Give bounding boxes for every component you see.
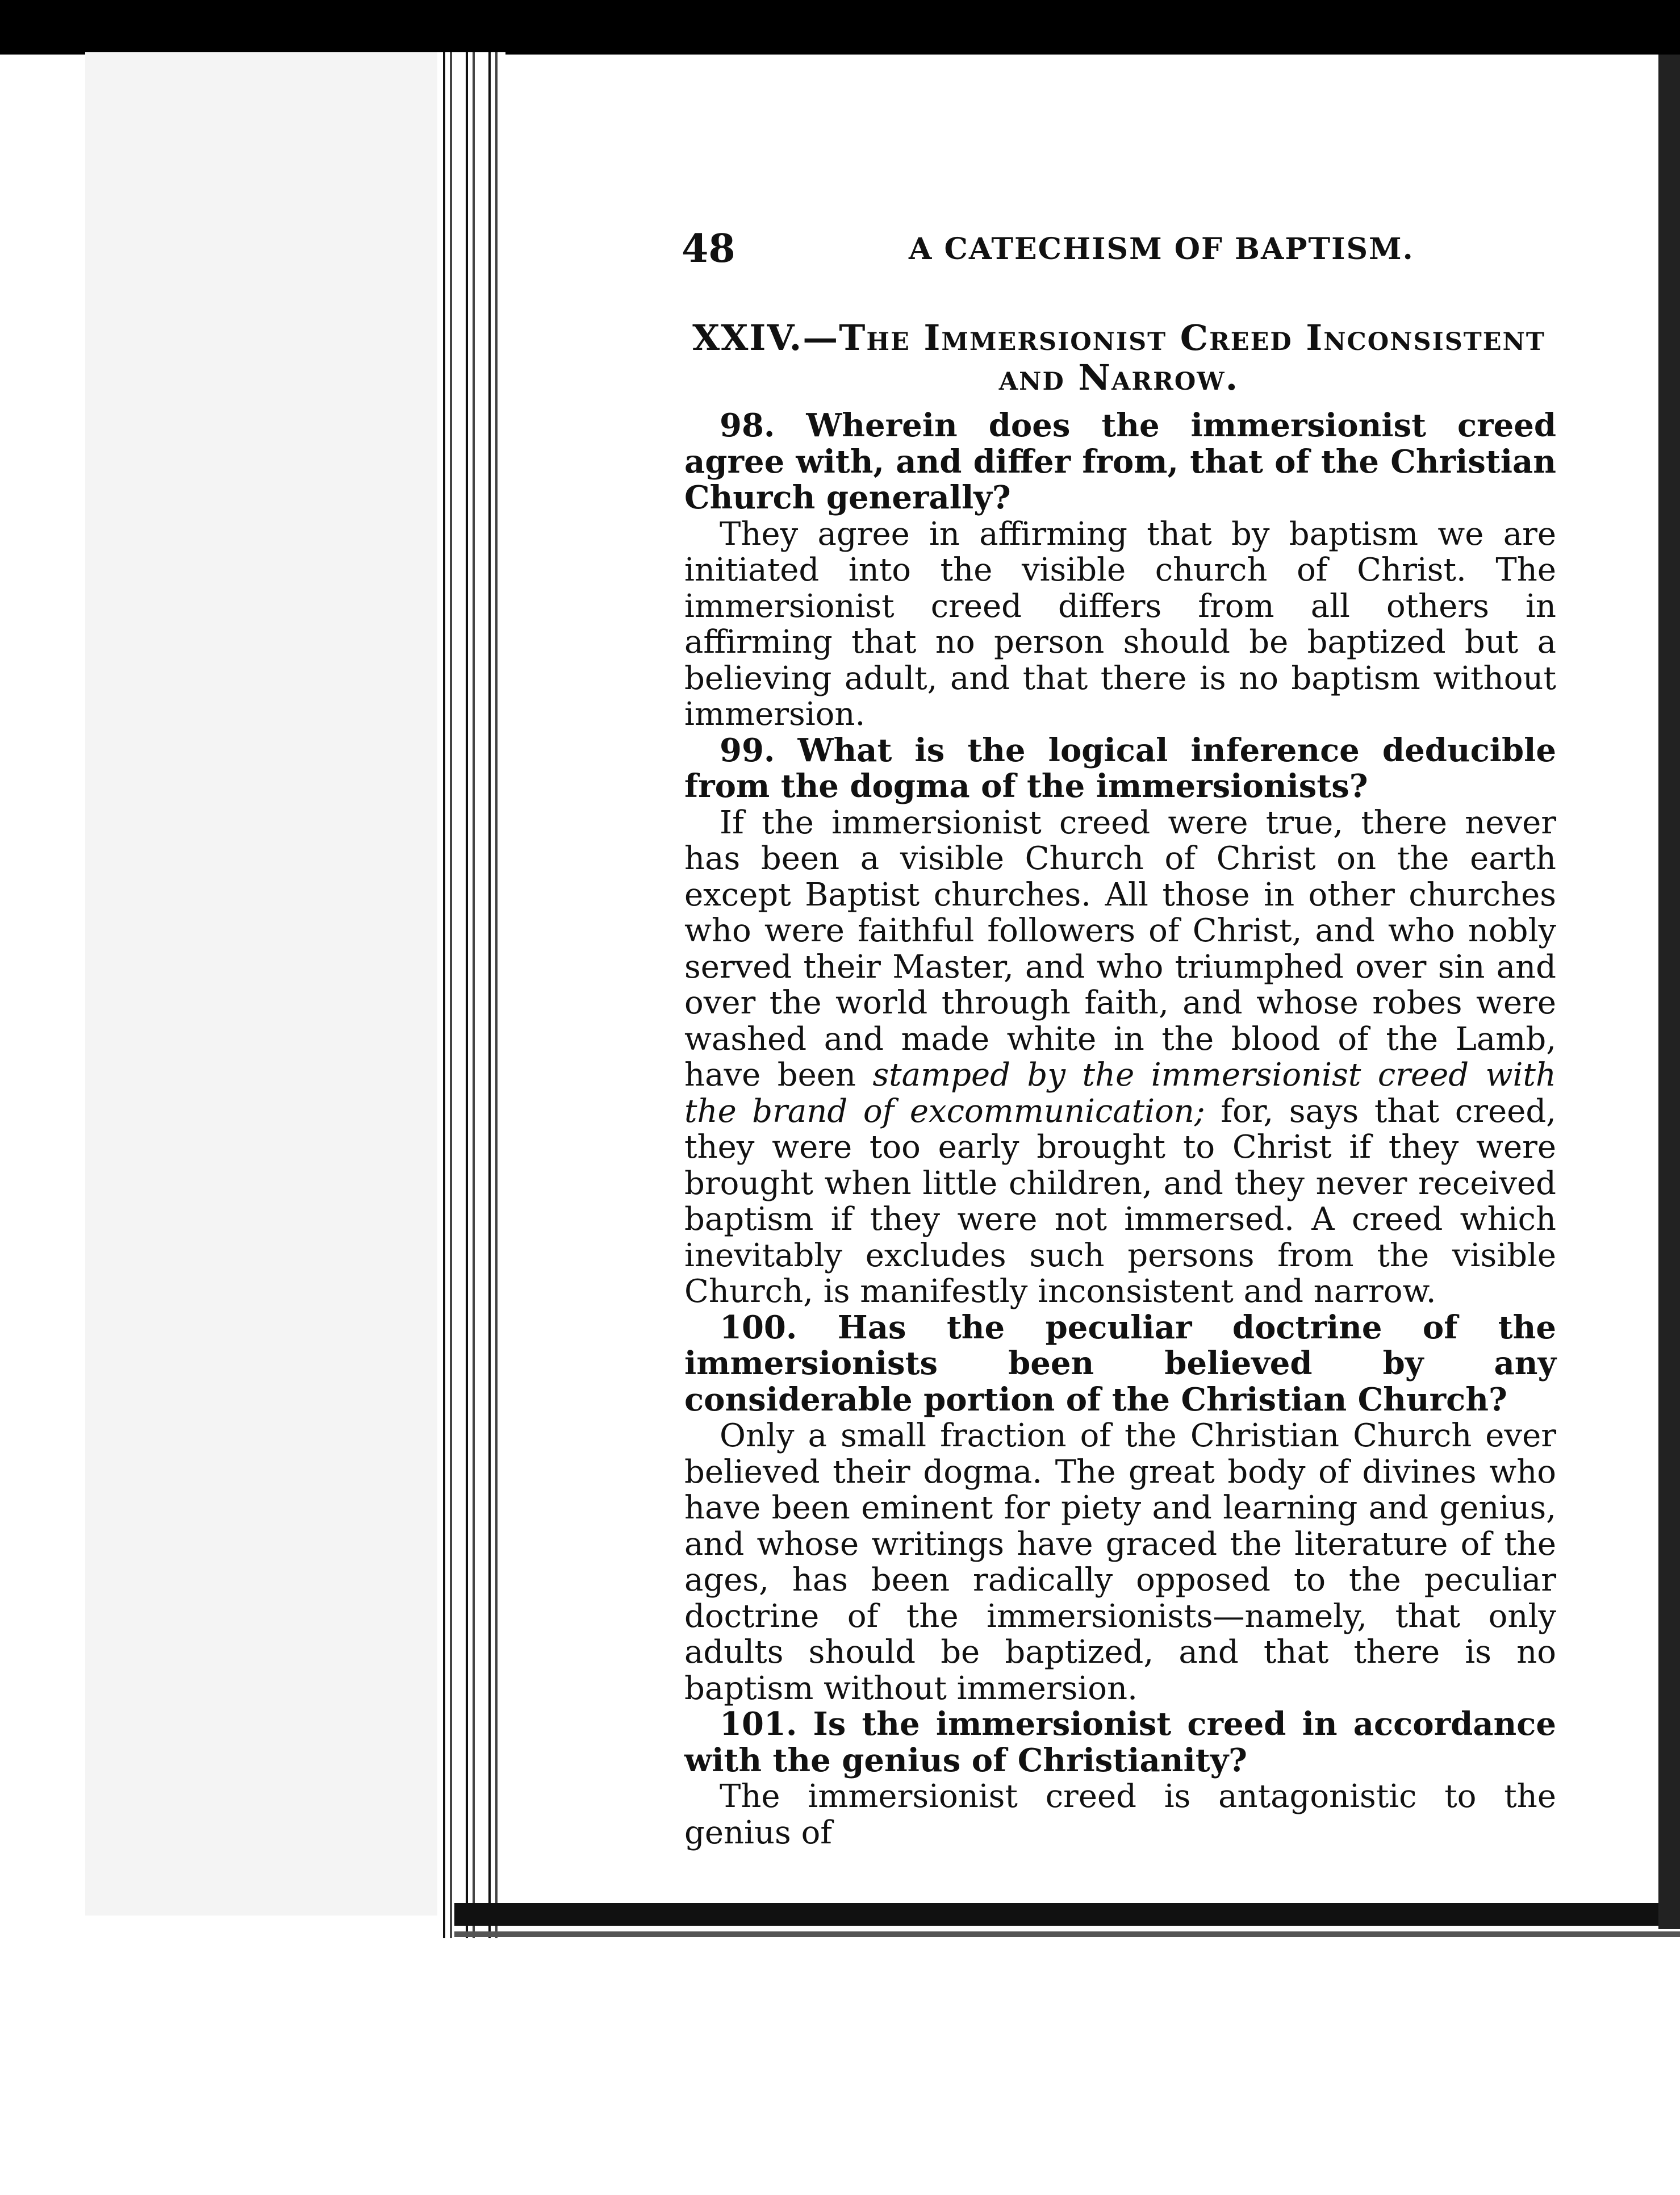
page-bottom-shadow xyxy=(454,1931,1680,1937)
answer-101: The immersionist creed is antagonistic to the genius of xyxy=(684,1778,1556,1851)
question-100: 100. Has the peculiar doctrine of the immersionists been believed by any considerable portion of the Christian Church? xyxy=(684,1308,1556,1418)
question-101: 101. Is the immersionist creed in accordance with the genius of Christianity? xyxy=(684,1705,1556,1779)
book-gutter xyxy=(437,52,505,1938)
answer-99-text-start: If the immersionist creed were true, there never has been a visible Church of Christ on the earth except Baptist churches. All those in other churches who were faithful followers of Christ, and who nobly served their Master, and who triumphed over sin and over the world through faith, and whose robes were washed and made white in the blood of the Lamb, have been xyxy=(684,804,1556,1094)
section-heading: XXIV.—The Immersionist Creed Inconsistent and Narrow. xyxy=(692,317,1545,398)
answer-99-text-end: for, says that creed, they were too early brought to Christ if they were brought when little children, and they never received baptism if they were not immersed. A creed which inevitably excludes such persons from the visible Church, is manifestly inconsistent and narrow. xyxy=(684,1092,1556,1310)
answer-99-emphasis: stamped by the immersionist creed with the brand of excommunication; xyxy=(684,1057,1556,1130)
running-head xyxy=(682,226,1556,272)
question-99: 99. What is the logical inference deducible from the dogma of the immersionists? xyxy=(684,731,1556,805)
facing-page-leaf xyxy=(85,52,454,1916)
answer-99 xyxy=(684,805,1556,1310)
question-98: 98. Wherein does the immersionist creed agree with, and differ from, that of the Christian Church generally? xyxy=(684,407,1556,516)
page-bottom-edge xyxy=(454,1903,1680,1926)
next-page-edge xyxy=(1658,55,1680,1929)
running-title: A CATECHISM OF BAPTISM. xyxy=(909,232,1414,266)
page-number: 48 xyxy=(682,226,735,272)
answer-98: They agree in affirming that by baptism we are initiated into the visible church of Christ. The immersionist creed differs from all others in affirming that no person should be baptized but a believing adult, and that there is no baptism without immersion. xyxy=(684,515,1556,733)
answer-100: Only a small fraction of the Christian Church ever believed their dogma. The great body of divines who have been eminent for piety and learning and genius, and whose writings have graced the literature of the ages, has been radically opposed to the peculiar doctrine of the immersionists—namely, that only adults should be baptized, and that there is no baptism without immersion. xyxy=(684,1417,1556,1707)
scan-top-border xyxy=(0,0,1680,55)
page-body xyxy=(684,408,1556,1851)
